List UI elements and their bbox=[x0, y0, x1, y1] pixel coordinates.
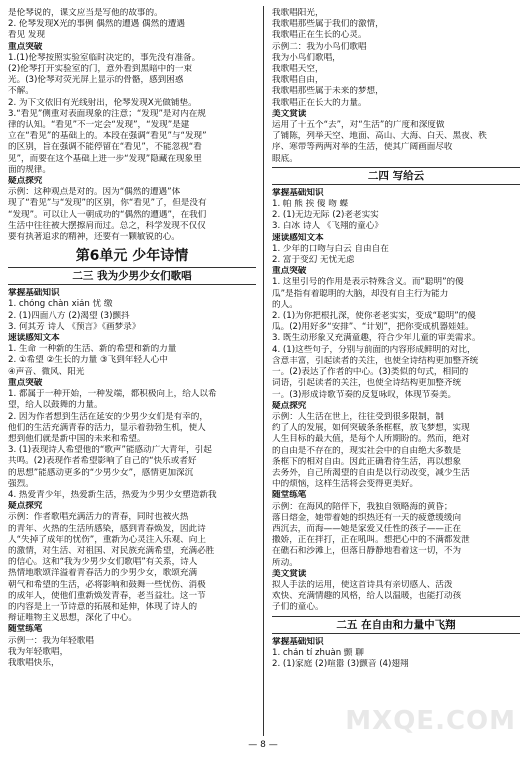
text-line: 示例：作者歌唱充满活力的青春，同时也被火热 bbox=[8, 512, 189, 523]
text-line: 2. ①希望 ②生长的力量 ③飞到年轻人心中 bbox=[8, 355, 168, 366]
text-line: 2. (1)四面八方 (2)渴望 (3)颤抖 bbox=[8, 310, 130, 321]
text-line: 1. chán tí zhuàn 颤 聊 bbox=[272, 647, 364, 658]
text-line: 示例：在海风的陪伴下，我独自领略海的黄昏； bbox=[272, 501, 453, 512]
text-line: 我歌唱正在长大的力量。 bbox=[272, 97, 367, 108]
section-heading: 重点突破 bbox=[8, 41, 43, 52]
right-section-1 bbox=[272, 8, 520, 165]
text-line: 2. 富于变幻 无忧无虑 bbox=[272, 255, 355, 266]
right-section-2 bbox=[272, 188, 520, 614]
text-line: 的自由是不存在的，现实社会中的自由绝大多数是 bbox=[272, 445, 462, 456]
text-line: 是伦琴说的，课文应当是写他的故事的。 bbox=[8, 8, 163, 18]
lesson-23-title: 二三 我为少男少女们歌唱 bbox=[8, 267, 256, 285]
text-line: 不解。 bbox=[8, 86, 34, 97]
section-heading: 随堂练笔 bbox=[8, 624, 43, 635]
text-line: 的青年、火热的生活所感染，感到青春焕发，因此诗 bbox=[8, 523, 206, 534]
text-line: 律的认知。“看见”不一定会“发现”，“发现”是建 bbox=[8, 120, 190, 131]
text-line: 西沉去，而海——她是家爱又任性的孩子——正在 bbox=[272, 523, 462, 534]
text-line: 中的烦恼，这样生活将会变得更美好。 bbox=[272, 479, 419, 490]
text-line: 强烈。 bbox=[8, 478, 34, 489]
section-heading: 掌握基础知识 bbox=[272, 636, 324, 647]
text-line: 我歌唱正在生长的心灵。 bbox=[272, 30, 367, 41]
text-line: 3. 白冰 诗人 《飞翔的童心》 bbox=[272, 221, 383, 232]
text-line: 撒娇，正在拌打，正在吼叫。想把心中的不满都发泄 bbox=[272, 535, 470, 546]
text-line: 一。(3)形成诗歌节奏的反复咏叹，体现节奏美。 bbox=[272, 389, 457, 400]
text-line: 去务外，自己所渴望的自由是以行动改变，减少生活 bbox=[272, 467, 470, 478]
text-line: 望，给人以鼓舞的力量。 bbox=[8, 400, 103, 411]
text-line: 共鸣。(2)表现作者希望影响了自己的“快乐或者好 bbox=[8, 456, 197, 467]
left-column bbox=[8, 8, 256, 669]
text-line: 面的规律。 bbox=[8, 164, 51, 175]
column-divider bbox=[263, 6, 264, 736]
text-line: 1. 帕 熊 挨 傻 吻 蝶 bbox=[272, 199, 349, 210]
section-heading: 掌握基础知识 bbox=[8, 288, 60, 299]
section-heading: 掌握基础知识 bbox=[272, 187, 324, 198]
lesson-24-title: 二四 写给云 bbox=[272, 167, 520, 185]
text-line: 子们的童心。 bbox=[272, 602, 324, 613]
text-line: 1. 生命 一种新的生活、新的希望和新的力量 bbox=[8, 344, 177, 355]
section-heading: 速读感知文本 bbox=[272, 232, 324, 243]
text-line: 一。(2)表达了作者的中心。(3)类似的句式，相同的 bbox=[272, 367, 469, 378]
text-line: 瓜”是指有着聪明的大脑，却没有自主行为能力 bbox=[272, 288, 449, 299]
text-line: 瓜。(2)用好多“安排”、“计划”，把你变成机器娃娃。 bbox=[272, 322, 474, 333]
text-line: 1. 这里引号的作用是表示特殊含义。而“聪明”的傻 bbox=[272, 277, 464, 288]
text-line: 2. (1)家庭 (2)喧嚣 (3)颤音 (4)翅翔 bbox=[272, 658, 409, 669]
text-line: 4. (1)这些句子，分别与前面的内容形成鲜明的对比， bbox=[272, 344, 476, 355]
section-heading: 美文赏读 bbox=[272, 568, 307, 579]
text-line: 我歌唱那些属于未来的梦想， bbox=[272, 86, 384, 97]
text-line: 人“失掉了成年的忧伤”，重新为心灵注入乐观、向上 bbox=[8, 534, 206, 545]
text-line: 2. (1)为你把根扎深，使你老老实实，变成“聪明”的傻 bbox=[272, 311, 476, 322]
text-line: 现了“看见”与“发现”的区别，你“看见”了，但是没有 bbox=[8, 198, 207, 209]
text-line: 运用了十五个“去”，对“生活”的广度和深度做 bbox=[272, 120, 445, 131]
text-line: 要有执著追求的精神，还要有一颗敏锐的心。 bbox=[8, 232, 180, 243]
section-heading: 疑点探究 bbox=[8, 501, 43, 512]
text-line: 见”，而要在这个基础上进一步“发现”隐藏在现象里 bbox=[8, 153, 202, 164]
text-line: 生活中往往被大摆擦肩而过。总之，科学发现不仅仅 bbox=[8, 220, 206, 231]
text-line: 2. 伦琴发现X光的事例 偶然的遭遇 偶然的遭遇 bbox=[8, 19, 185, 30]
section-heading: 速读感知文本 bbox=[8, 333, 60, 344]
text-line: 3. (1)表现诗人希望他的“歌声”能感动广大青年，引起 bbox=[8, 445, 212, 456]
text-line: 2. 为下文依旧有光线射出，伦琴发现X光做铺垫。 bbox=[8, 97, 197, 108]
text-line: 3.“看见”侧重对表面现象的注意；“发现”是对内在规 bbox=[8, 108, 206, 119]
unit-title: 第6单元 少年诗情 bbox=[75, 248, 189, 265]
text-line: 光。(3)伦琴对荧光屏上显示的骨骼，感到困惑 bbox=[8, 75, 184, 86]
text-line: 的信心。这和“我为少男少女们歌唱”有关系，诗人 bbox=[8, 557, 198, 568]
section-heading: 重点突破 bbox=[272, 266, 307, 277]
text-line: 我歌唱那些属于我们的激情， bbox=[272, 19, 384, 30]
text-line: 词语，引起读者的关注，也使全诗结构更加整齐统 bbox=[272, 378, 462, 389]
text-line: 1.(1)伦琴按照实验室临时决定的，事先没有准备。 bbox=[8, 52, 201, 63]
right-section-3 bbox=[272, 637, 520, 671]
text-line: 人生目标的最大值，是每个人所期盼的。然而，绝对 bbox=[272, 434, 470, 445]
text-line: 的内容是上一节诗意的拓展和延伸，体现了诗人的 bbox=[8, 601, 198, 612]
text-line: “发现”。可以让人一朝成功的“偶然的遭遇”，在我们 bbox=[8, 209, 207, 220]
text-line: 想到他们就是新中国的未来和希望。 bbox=[8, 433, 146, 444]
section-heading: 疑点探究 bbox=[272, 400, 307, 411]
text-line: 热情地歌颂洋溢着青春活力的少男少女，歌颂充满 bbox=[8, 568, 198, 579]
text-line: 我歌唱天空， bbox=[272, 64, 324, 75]
text-line: 我歌唱阳光， bbox=[272, 8, 324, 18]
section-heading: 疑点探究 bbox=[8, 176, 43, 187]
text-line: 条框下的相对自由。因此正确看待生活，再以想象 bbox=[272, 456, 462, 467]
text-line: 的成年人，使他们重新焕发青春，老当益壮。这一节 bbox=[8, 590, 206, 601]
text-line: 示例：这种观点是对的。因为“偶然的遭遇”体 bbox=[8, 187, 181, 198]
text-line: 我为年轻歌唱， bbox=[8, 646, 69, 657]
text-line: 看见 发现 bbox=[8, 30, 46, 41]
text-line: ④声音、微风、阳光 bbox=[8, 366, 85, 377]
text-line: 示例：人生活在世上，往往受到很多限制，制 bbox=[272, 411, 444, 422]
text-line: 朝气和希望的生活，必将影响和鼓舞一些忧伤、消极 bbox=[8, 579, 206, 590]
text-line: 示例一：我为年轻歌唱 bbox=[8, 635, 94, 646]
text-line: 的思想”能感动更多的“少男少女”，感情更加深沉 bbox=[8, 467, 194, 478]
lesson-25-title: 二五 在自由和力量中飞翔 bbox=[272, 616, 520, 634]
text-line: 4. 热爱青少年，热爱新生活，热爱为少男少女塑造新我 bbox=[8, 489, 217, 500]
text-line: 拟人手法的运用，使这首诗具有亲切感人、活泼 bbox=[272, 579, 453, 590]
text-line: 3. 何其芳 诗人 《预言》《画梦录》 bbox=[8, 321, 141, 332]
text-line: 2. (1)无边无际 (2)老老实实 bbox=[272, 210, 379, 221]
page-number: — 8 — bbox=[248, 740, 278, 750]
text-line: 我为小鸟们歌唱， bbox=[272, 52, 341, 63]
section-heading: 重点突破 bbox=[8, 377, 43, 388]
text-line: 的人。 bbox=[272, 299, 298, 310]
text-line: 在礁石和沙滩上，但落日静静地看着这一切，不为 bbox=[272, 546, 462, 557]
right-column bbox=[272, 8, 520, 670]
text-line: 落日熔金，她带着她的织热还有一天的疲惫缓缓向 bbox=[272, 512, 462, 523]
text-line: 的区别，旨在强调不能停留在“看见”，不能忽视“看 bbox=[8, 142, 202, 153]
left-section-2 bbox=[8, 288, 256, 669]
section-heading: 美文赏读 bbox=[272, 108, 307, 119]
text-line: 立在“看见”的基础上的。本段在强调“看见”与“发现” bbox=[8, 131, 207, 142]
text-line: 辩证唯物主义思想，深化了中心。 bbox=[8, 613, 137, 624]
text-line: 2. 因为作者想到生活在延安的少男少女们是有幸的， bbox=[8, 411, 208, 422]
text-line: 他们的生活充满青春的活力，显示着勃勃生机，使人 bbox=[8, 422, 206, 433]
watermark: MXQE.COM bbox=[345, 706, 516, 736]
text-line: 约了人的发展，如何突破条条框框，放飞梦想，实现 bbox=[272, 423, 470, 434]
text-line: 1. 都属于一种开始，一种发端，都积极向上，给人以希 bbox=[8, 389, 217, 400]
text-line: 3. 既生动形象又充满童趣，符合少年儿童的审美需求。 bbox=[272, 333, 481, 344]
text-line: 我歌唱自由， bbox=[272, 75, 324, 86]
text-line: 1. chóng chàn xián 忧 缴 bbox=[8, 299, 113, 310]
text-line: (2)伦琴打开实验室的门，意外看到黑暗中的一束 bbox=[8, 64, 193, 75]
text-line: 所动。 bbox=[272, 557, 298, 568]
text-line: 序、寒带等两两对举的生活，使其广阔画面尽收 bbox=[272, 142, 453, 153]
text-line: 的激情，对生活、对祖国、对民族充满希望，充满必胜 bbox=[8, 545, 215, 556]
text-line: 示例二：我为小鸟们歌唱 bbox=[272, 41, 367, 52]
text-line: 欢快、充满情趣的风格，给人以温暖，也能打动孩 bbox=[272, 591, 462, 602]
text-line: 含意丰富，引起读者的关注，也使全诗结构更加整齐统 bbox=[272, 355, 479, 366]
text-line: 眼底。 bbox=[272, 153, 298, 164]
text-line: 我歌唱快乐， bbox=[8, 657, 60, 668]
text-line: 1. 少年的口吻与白云 自由自在 bbox=[272, 243, 389, 254]
section-heading: 随堂练笔 bbox=[272, 490, 307, 501]
left-section-1 bbox=[8, 8, 256, 243]
text-line: 了铺陈，列举天空、地面、高山、大海、白天、黑夜、秩 bbox=[272, 131, 487, 142]
